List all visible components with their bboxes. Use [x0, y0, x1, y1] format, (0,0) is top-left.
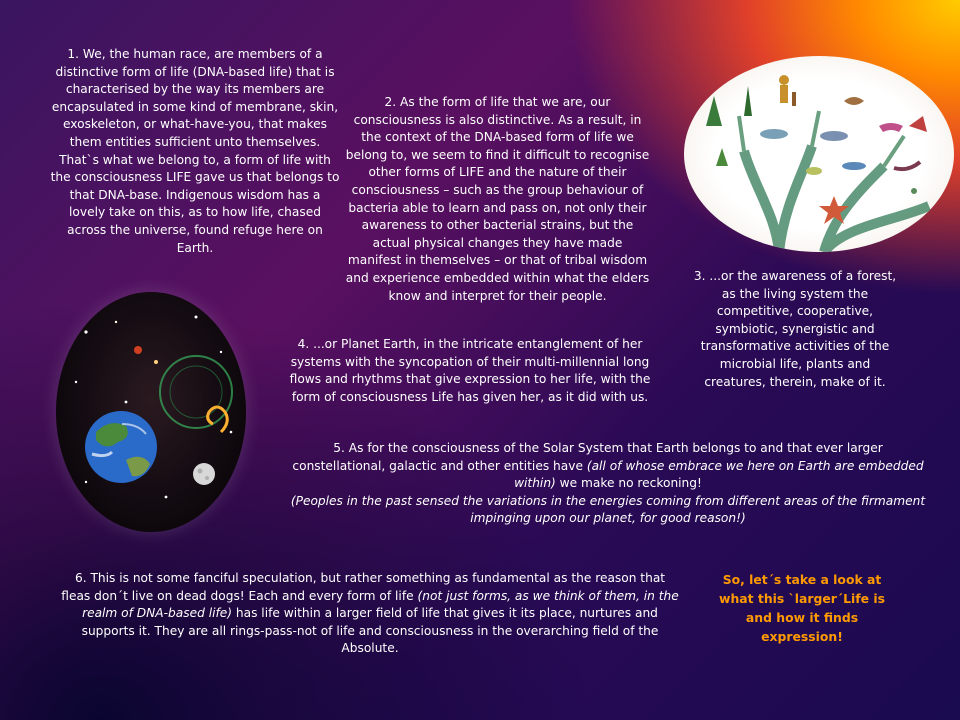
paragraph-1: 1. We, the human race, are members of a distinctive form of life (DNA-based life) that is characterised by the way its members are encapsulated in some kind of membrane, skin, exoskeleton, or what-have-you, that makes them entities sufficient unto themselves. That`s what we belong to, a form of life with the consciousness LIFE gave us that belongs to that DNA-base. Indigenous wisdom has a lovely take on this, as to how life, chased across the universe, found refuge here on Earth. [50, 47, 340, 255]
paragraph-5-tail: we make no reckoning! [555, 476, 702, 491]
paragraph-4: 4. ...or Planet Earth, in the intricate entanglement of her systems with the syncopation of their multi-millennial long flows and rhythms that give expression to her life, with the form of consciousness Life has given her, as it did with us. [289, 337, 651, 404]
paragraph-6-italic: (not just forms, as we think of them, in the realm of DNA-based life) [82, 588, 679, 621]
tree-of-life-illustration [684, 56, 954, 252]
paragraph-6-lead: 6. This is not some fanciful speculation, but rather something as fundamental as the reason that fleas don´t live on dead dogs! Each and every form of life [61, 571, 666, 603]
closing-callout: So, let´s take a look at what this `larger´Life is and how it finds expression! [719, 572, 885, 644]
cosmos-earth-illustration [56, 292, 246, 532]
paragraph-5-lead: 5. As for the consciousness of the Solar System that Earth belongs to and that ever larger constellational, galactic and other entities have [292, 441, 883, 473]
paragraph-3: 3. ...or the awareness of a forest, as the living system the competitive, cooperative, symbiotic, synergistic and transformative activities of the microbial life, plants and creatures, therein, make of it. [693, 269, 897, 389]
paragraph-5-note: (Peoples in the past sensed the variations in the energies coming from different areas of the firmament impinging upon our planet, for good reason!) [290, 493, 926, 526]
paragraph-2: 2. As the form of life that we are, our consciousness is also distinctive. As a result, in the context of the DNA-based form of life we belong to, we seem to find it difficult to recognise other forms of LIFE and the nature of their consciousness – such as the group behaviour of bacteria able to learn and pass on, not only their awareness to other bacterial strains, but the actual physical changes they have made manifest in themselves – or that of tribal wisdom and experience embedded within what the elders know and interpret for their people. [345, 95, 650, 303]
paragraph-6-tail: has life within a larger field of life that gives it its place, nurtures and supports it. They are all rings-pass-not of life and consciousness in the overarching field of the Absolute. [81, 606, 659, 656]
paragraph-6 [60, 570, 680, 658]
paragraph-5-italic: (all of whose embrace we here on Earth are embedded within) [514, 458, 924, 491]
paragraph-5 [288, 440, 928, 528]
